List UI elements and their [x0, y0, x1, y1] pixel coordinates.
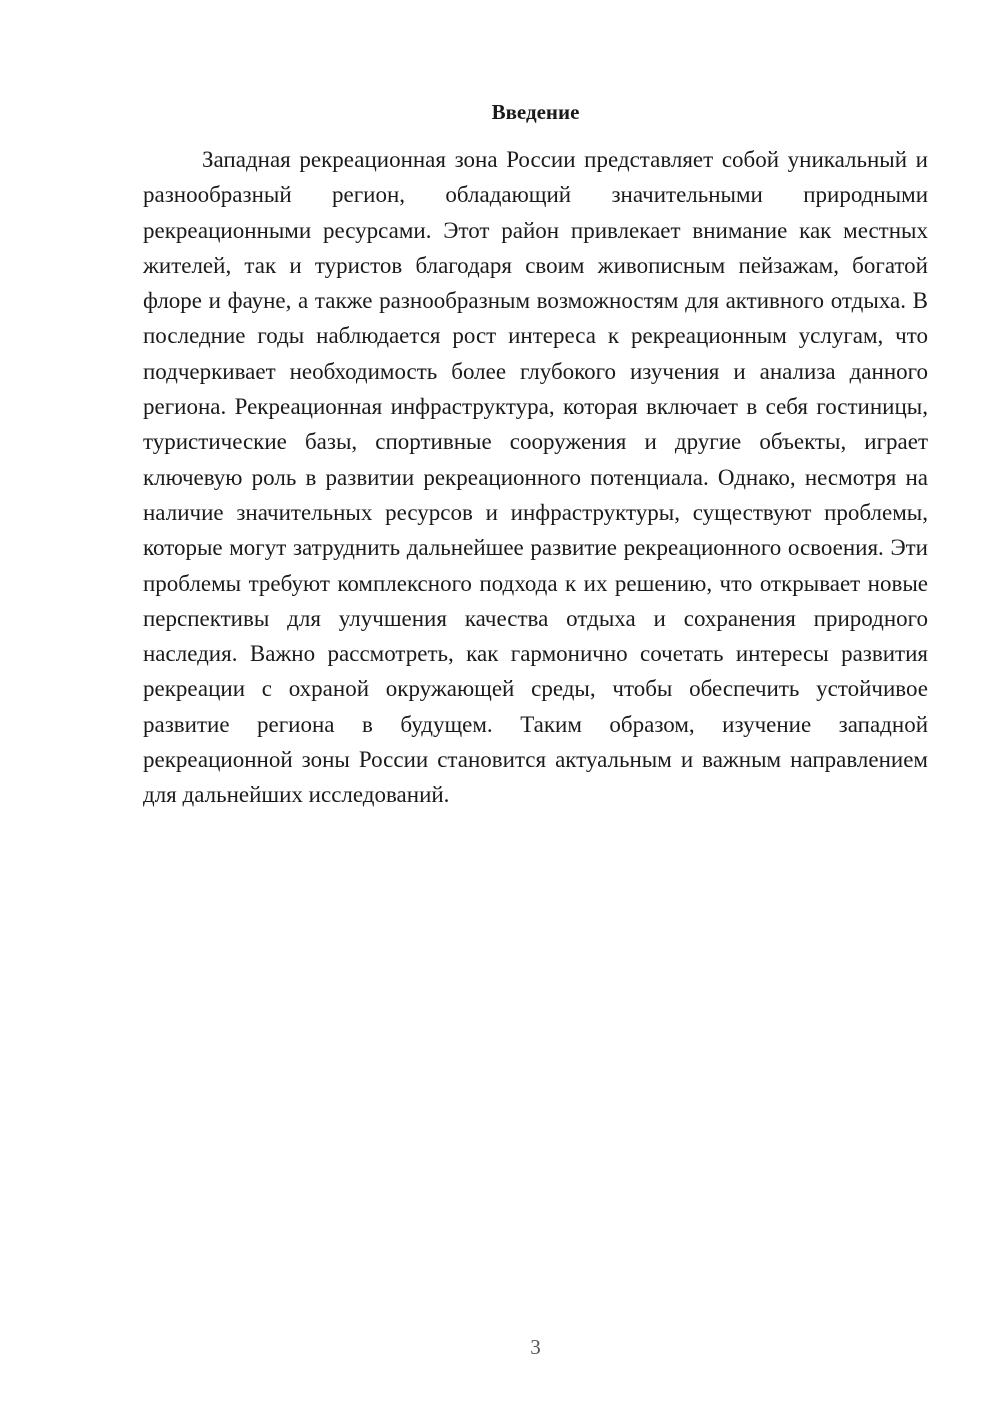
- page-number: 3: [530, 1335, 541, 1359]
- section-heading: Введение: [491, 100, 580, 124]
- body-paragraph: Западная рекреационная зона России представляет собой уникальный и разнообразный регион, обладающий значительными природными рекреационными ресурсами. Этот район привлекает внимание как местных жителей, так и туристов благодаря своим живописным пейзажам, богатой флоре и фауне, а также разнообразным возможностям для активного отдыха. В последние годы наблюдается рост интереса к рекреационным услугам, что подчеркивает необходимость более глубокого изучения и анализа данного региона. Рекреационная инфраструктура, которая включает в себя гостиницы, туристические базы, спортивные сооружения и другие объекты, играет ключевую роль в развитии рекреационного потенциала. Однако, несмотря на наличие значительных ресурсов и инфраструктуры, существуют проблемы, которые могут затруднить дальнейшее развитие рекреационного освоения. Эти проблемы требуют комплексного подхода к их решению, что открывает новые перспективы для улучшения качества отдыха и сохранения природного наследия. Важно рассмотреть, как гармонично сочетать интересы развития рекреации с охраной окружающей среды, чтобы обеспечить устойчивое развитие региона в будущем. Таким образом, изучение западной рекреационной зоны России становится актуальным и важным направлением для дальнейших исследований.: [143, 147, 928, 808]
